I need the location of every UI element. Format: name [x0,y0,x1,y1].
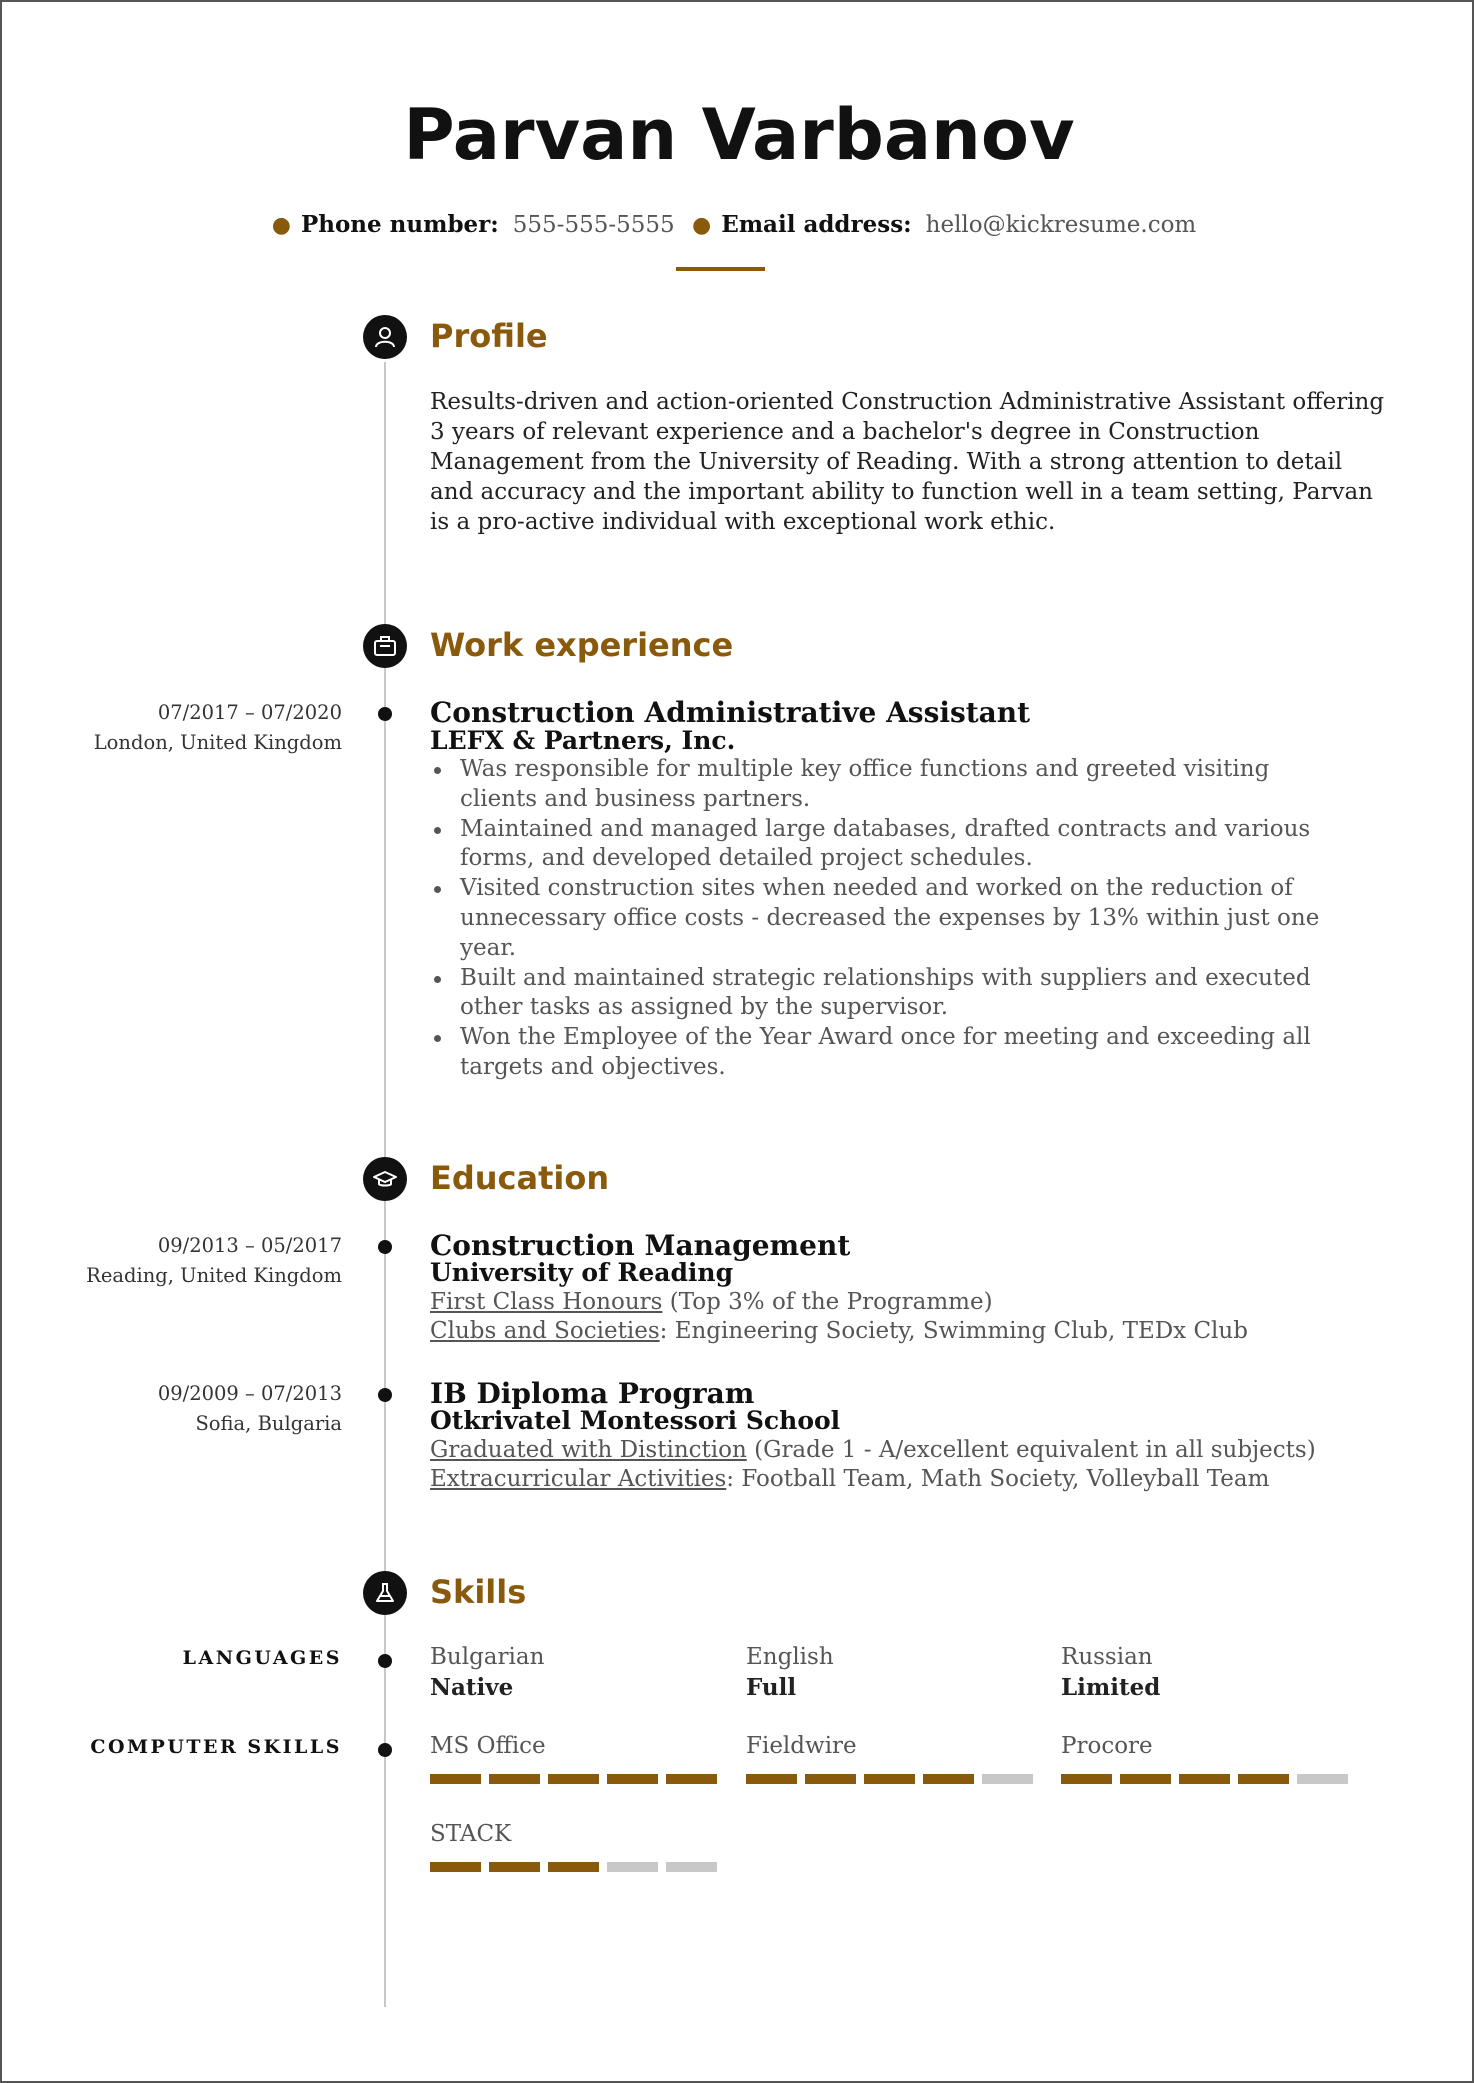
education-dates: 09/2013 – 05/2017 [157,1234,342,1257]
education-meta [42,1231,342,1291]
timeline-dot [378,1240,392,1254]
degree-title: Construction Management [430,1229,851,1262]
timeline-dot [378,1743,392,1757]
timeline-dot [378,1654,392,1668]
email-label: Email address: [721,211,912,238]
education-meta [42,1379,342,1439]
computer-skills-label: COMPUTER SKILLS [90,1736,342,1758]
honors-label: First Class Honours [430,1289,663,1315]
education-activities [430,1317,1248,1346]
header-divider [676,267,765,271]
skill-name: MS Office [430,1733,546,1759]
honors-detail: (Top 3% of the Programme) [662,1289,993,1315]
rating-segment-empty [1297,1774,1348,1784]
skill-rating-bar [430,1774,717,1784]
activities-label: Extracurricular Activities [430,1466,727,1492]
honors-label: Graduated with Distinction [430,1437,747,1463]
education-location: Reading, United Kingdom [86,1264,342,1287]
rating-segment-filled [1120,1774,1171,1784]
section-title-education: Education [430,1159,610,1197]
rating-segment-filled [805,1774,856,1784]
contact-line [2,211,1474,238]
person-icon [363,315,407,359]
job-duties [430,755,1330,1083]
section-title-work: Work experience [430,626,734,664]
education-honors [430,1288,993,1317]
profile-summary: Results-driven and action-oriented Construction Administrative Assistant offering 3 years of relevant experience and a bachelor's degree in Construction Management from the University of Reading. With a strong attention to detail and accuracy and the important ability to function well in a team setting, Parvan is a pro-active individual with exceptional work ethic. [430,389,1385,535]
rating-segment-filled [1179,1774,1230,1784]
language-name: Russian [1061,1644,1153,1670]
timeline-dot [378,707,392,721]
phone-label: Phone number: [300,211,499,238]
skill-name: STACK [430,1821,512,1847]
skill-rating-bar [746,1774,1033,1784]
job-dates: 07/2017 – 07/2020 [157,701,342,724]
language-name: English [746,1644,834,1670]
honors-detail: (Grade 1 - A/excellent equivalent in all subjects) [746,1437,1316,1463]
email-value[interactable]: hello@kickresume.com [925,212,1197,238]
section-title-profile: Profile [430,317,548,355]
rating-segment-filled [607,1774,658,1784]
language-level: Full [746,1674,797,1701]
flask-icon [363,1571,407,1615]
candidate-name: Parvan Varbanov [403,94,1075,176]
skill-rating-bar [430,1862,717,1872]
graduation-cap-icon [363,1157,407,1201]
activities-label: Clubs and Societies [430,1318,660,1344]
list-item: Maintained and managed large databases, drafted contracts and various forms, and developed detailed project schedules. [430,815,1330,875]
rating-segment-empty [666,1862,717,1872]
language-level: Native [430,1674,514,1701]
rating-segment-filled [923,1774,974,1784]
rating-segment-filled [430,1774,481,1784]
rating-segment-filled [666,1774,717,1784]
skill-name: Procore [1061,1733,1153,1759]
job-meta [42,698,342,758]
rating-segment-filled [1238,1774,1289,1784]
rating-segment-empty [982,1774,1033,1784]
briefcase-icon [363,624,407,668]
list-item: Built and maintained strategic relationships with suppliers and executed other tasks as assigned by the supervisor. [430,964,1330,1024]
school-name: University of Reading [430,1258,734,1287]
list-item: Visited construction sites when needed and worked on the reduction of unnecessary office costs - decreased the expenses by 13% within just one year. [430,874,1330,963]
list-item: Won the Employee of the Year Award once for meeting and exceeding all targets and objectives. [430,1023,1330,1083]
rating-segment-filled [746,1774,797,1784]
education-location: Sofia, Bulgaria [195,1412,342,1435]
language-name: Bulgarian [430,1644,545,1670]
activities-detail: : Football Team, Math Society, Volleyball Team [726,1466,1270,1492]
education-activities [430,1465,1269,1494]
activities-detail: : Engineering Society, Swimming Club, TEDx Club [659,1318,1248,1344]
rating-segment-filled [489,1862,540,1872]
rating-segment-filled [489,1774,540,1784]
job-location: London, United Kingdom [93,731,342,754]
rating-segment-filled [548,1862,599,1872]
bullet-icon: ● [271,213,291,238]
job-title: Construction Administrative Assistant [430,696,1031,729]
section-title-skills: Skills [430,1573,527,1611]
language-level: Limited [1061,1674,1161,1701]
job-company: LEFX & Partners, Inc. [430,726,736,755]
list-item: Was responsible for multiple key office functions and greeted visiting clients and business partners. [430,755,1330,815]
education-dates: 09/2009 – 07/2013 [157,1382,342,1405]
rating-segment-empty [607,1862,658,1872]
degree-title: IB Diploma Program [430,1377,755,1410]
skill-rating-bar [1061,1774,1348,1784]
rating-segment-filled [1061,1774,1112,1784]
school-name: Otkrivatel Montessori School [430,1406,841,1435]
rating-segment-filled [864,1774,915,1784]
phone-value[interactable]: 555-555-5555 [512,212,675,238]
skill-name: Fieldwire [746,1733,857,1759]
education-honors [430,1436,1316,1465]
rating-segment-filled [430,1862,481,1872]
timeline-dot [378,1388,392,1402]
rating-segment-filled [548,1774,599,1784]
bullet-icon: ● [691,213,712,238]
languages-label: LANGUAGES [182,1647,342,1669]
